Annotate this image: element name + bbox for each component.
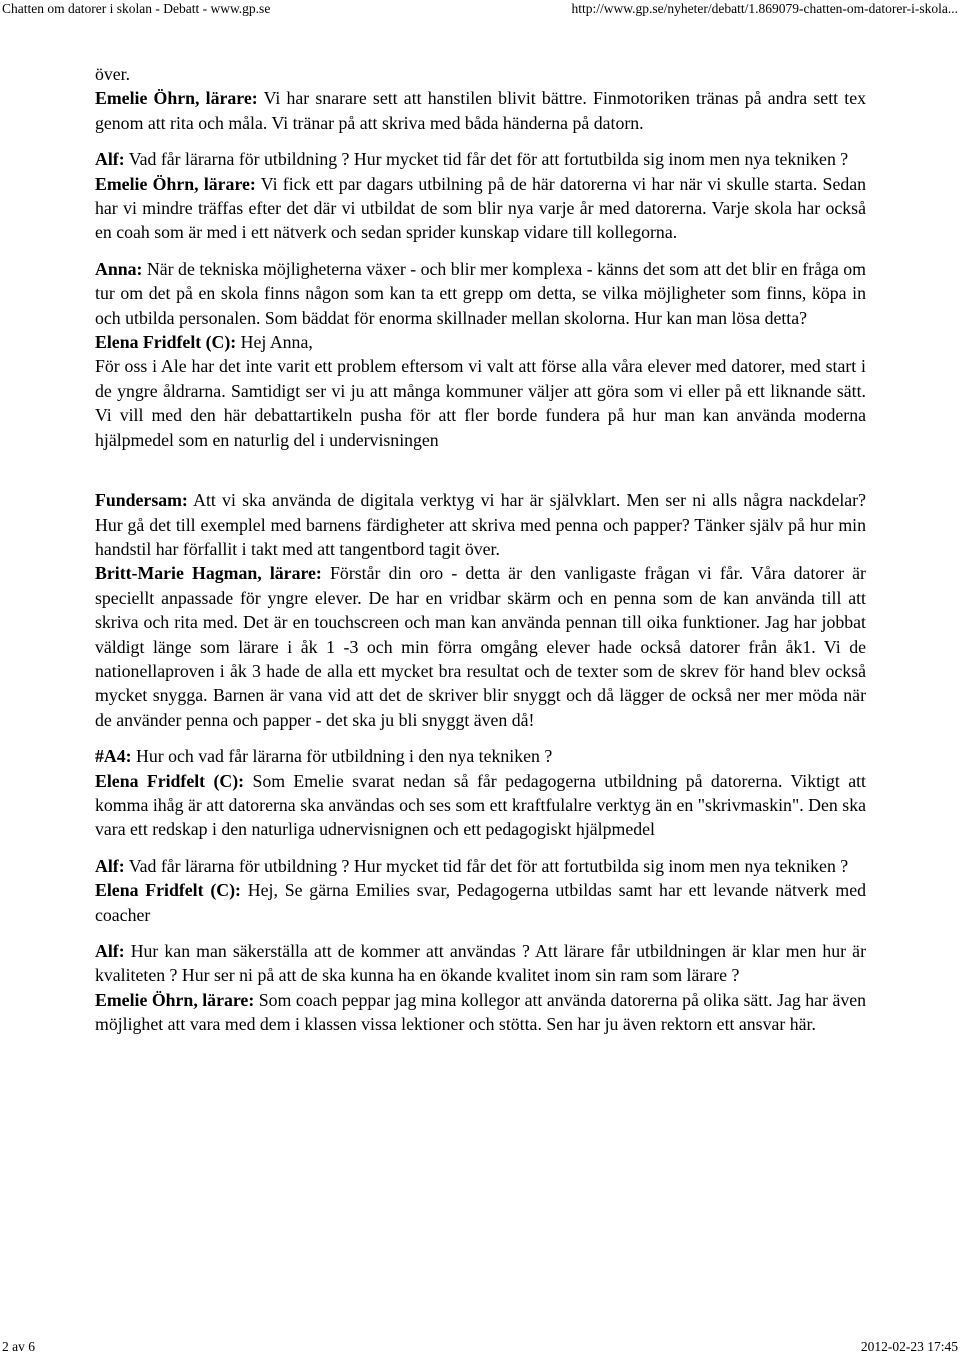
entry-text: Vi fick ett par dagars utbilning på de här datorerna vi har när vi skulle starta. Sedan har vi mindre träffas efter det där vi utbildat de som blir nya varje år med datorerna. Varje skola har också en coah som är med i ett nätverk och sedan sprider kunskap vidare till kollegorna. <box>95 173 867 243</box>
chat-entry <box>95 172 866 245</box>
chat-entry <box>95 744 866 768</box>
speaker-name: Fundersam: <box>95 490 188 511</box>
entry-text: Som Emelie svarat nedan så får pedagogerna utbildning på datorerna. Viktigt att komma ihåg är att datorerna ska användas och ses som ett kraftfulalre verktyg än en "skrivmaskin". Den ska vara ett redskap i den naturliga udnervisnignen och ett pedagogiskt hjälpmedel <box>95 770 866 840</box>
chat-entry <box>95 939 866 988</box>
speaker-name: Alf: <box>95 941 125 961</box>
entry-text: Hej Anna, <box>236 332 313 353</box>
entry-text: Hur och vad får lärarna för utbildning i den nya tekniken ? <box>131 746 553 767</box>
print-timestamp: 2012-02-23 17:45 <box>860 1339 958 1354</box>
page-number: 2 av 6 <box>2 1339 35 1354</box>
entry-text: Hej, Se gärna Emilies svar, Pedagogerna utbildas samt har ett levande nätverk med coacher <box>95 880 866 925</box>
entry-text: över. <box>95 64 131 84</box>
entry-text: Förstår din oro - detta är den vanligaste frågan vi får. Våra datorer är speciellt anpassade för yngre elever. De har en vridbar skärm och en penna som de kan använda till att skriva och rita med. Det är en touchscreen och man kan använda pennan till oika funktioner. Jag har jobbat väldigt länge som lärare i åk 1 -3 och min förra omgång elever hade också datorer från åk1. Vi de nationellaproven i åk 3 hade de alla ett mycket bra resultat och de texter som de skrev för hand blev också mycket snygga. Barnen är vana vid att det de skriver blir snyggt och då lägger de också ner mer möda när de använder penna och papper - det ska ju bli snyggt även då! <box>95 563 866 730</box>
entry-text: Vad får lärarna för utbildning ? Hur mycket tid får det för att fortutbilda sig inom men nya tekniken ? <box>124 149 849 170</box>
speaker-name: Anna: <box>95 258 143 279</box>
chat-entry <box>95 62 866 86</box>
page-url: http://www.gp.se/nyheter/debatt/1.869079-chatten-om-datorer-i-skola... <box>571 1 958 16</box>
chat-entry <box>95 257 866 330</box>
print-header <box>0 0 960 20</box>
speaker-name: Emelie Öhrn, lärare: <box>95 989 255 1010</box>
chat-entry <box>95 854 866 878</box>
entry-text: När de tekniska möjligheterna växer - och blir mer komplexa - känns det som att det blir en fråga om tur om det på en skola finns någon som kan ta ett grepp om detta, se vilka möjligheter som finns, köpa in och utbilda personalen. Som bäddat för enorma skillnader mellan skolorna. Hur kan man lösa detta? <box>95 258 866 328</box>
speaker-name: Emelie Öhrn, lärare: <box>95 88 258 109</box>
chat-entry <box>95 86 866 135</box>
chat-entry <box>95 147 866 171</box>
chat-entry <box>95 354 866 452</box>
chat-entry <box>95 769 866 842</box>
entry-text: Vad får lärarna för utbildning ? Hur mycket tid får det för att fortutbilda sig inom men nya tekniken ? <box>124 855 849 876</box>
entry-text: Att vi ska använda de digitala verktyg vi har är självklart. Men ser ni alls några nackdelar? Hur gå det till exemplel med barnens färdigheter att skriva med penna och papper? Tänker själv på hur min handstil har förfallit i takt med att tangentbord tagit över. <box>95 490 866 559</box>
page-title: Chatten om datorer i skolan - Debatt - www.gp.se <box>2 1 271 16</box>
print-footer <box>0 1338 960 1356</box>
chat-entry <box>95 878 866 927</box>
entry-text: För oss i Ale har det inte varit ett problem eftersom vi valt att förse alla våra elever med datorer, med start i de yngre åldrarna. Samtidigt ser vi ju att många kommuner väljer att göra som vi eller på ett liknande sätt. Vi vill med den här debattartikeln pusha för att fler borde fundera på hur man kan använda moderna hjälpmedel som en naturlig del i undervisningen <box>95 356 866 450</box>
speaker-name: Elena Fridfelt (C): <box>95 880 241 901</box>
chat-entry <box>95 988 866 1037</box>
chat-transcript <box>95 62 866 1037</box>
speaker-name: Britt-Marie Hagman, lärare: <box>95 563 322 584</box>
speaker-name: Elena Fridfelt (C): <box>95 770 245 791</box>
speaker-name: Emelie Öhrn, lärare: <box>95 173 256 194</box>
speaker-name: Alf: <box>95 149 125 170</box>
speaker-name: #A4: <box>95 746 132 767</box>
speaker-name: Alf: <box>95 855 125 876</box>
chat-entry <box>95 488 866 561</box>
entry-text: Som coach peppar jag mina kollegor att använda datorerna på olika sätt. Jag har även möjlighet att vara med dem i klassen vissa lektioner och stötta. Sen har ju även rektorn ett ansvar här. <box>95 989 867 1035</box>
entry-text: Hur kan man säkerställa att de kommer att användas ? Att lärare får utbildningen är klar men hur är kvaliteten ? Hur ser ni på att de ska kunna ha en ökande kvalitet inom sin ram som lärare ? <box>95 941 866 986</box>
entry-text: Vi har snarare sett att hanstilen blivit bättre. Finmotoriken tränas på andra sett tex genom att rita och måla. Vi tränar på att skriva med båda händerna på datorn. <box>95 88 867 133</box>
chat-entry <box>95 561 866 732</box>
speaker-name: Elena Fridfelt (C): <box>95 332 237 353</box>
chat-entry <box>95 330 866 354</box>
